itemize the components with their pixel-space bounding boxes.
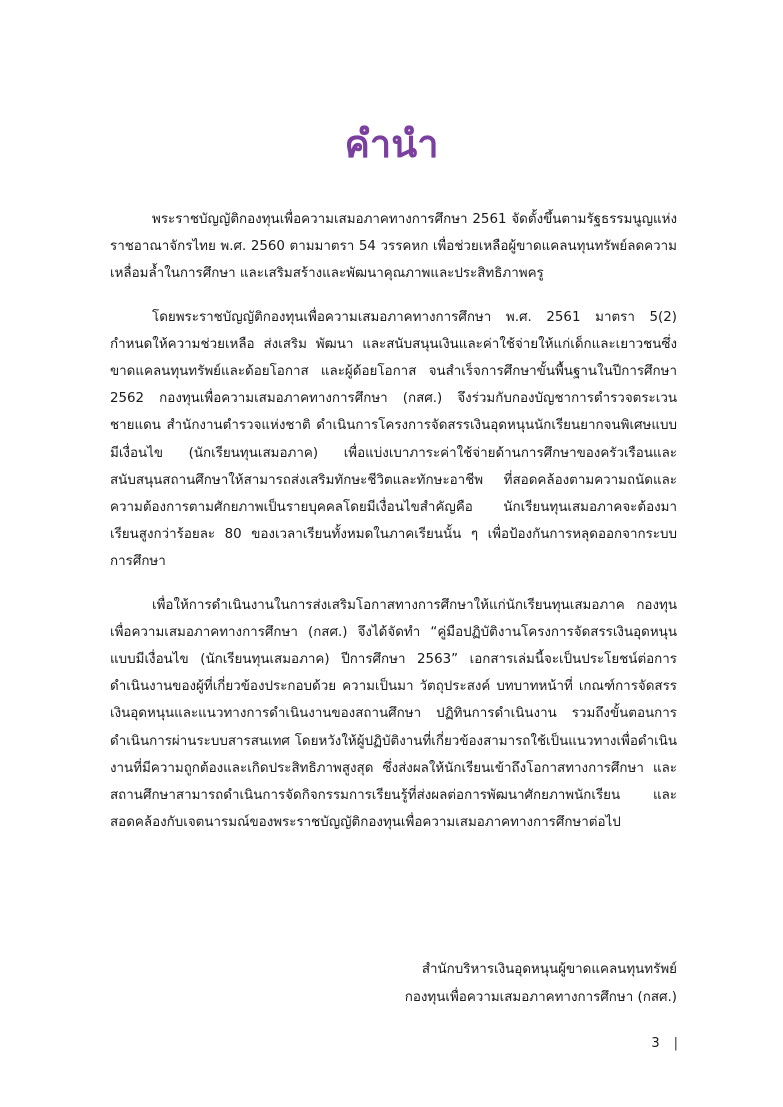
page-title: คำนำ — [344, 122, 439, 166]
signature-block — [330, 956, 677, 1012]
page-separator: | — [673, 1036, 678, 1051]
paragraph-2: โดยพระราชบัญญัติกองทุนเพื่อความเสมอภาคทางการศึกษา พ.ศ. 2561 มาตรา 5(2) กำหนดให้ความช่วยเหลือ ส่งเสริม พัฒนา และสนับสนุนเงินและค่าใช้จ่ายให้แก่เด็กและเยาวชนซึ่งขาดแคลนทุนทรัพย์และด้อยโอกาส และผู้ด้อยโอกาส จนสำเร็จการศึกษาขั้นพื้นฐานในปีการศึกษา 2562 กองทุนเพื่อความเสมอภาคทางการศึกษา (กสศ.) จึงร่วมกับกองบัญชาการตำรวจตระเวนชายแดน สำนักงานตำรวจแห่งชาติ ดำเนินการโครงการจัดสรรเงินอุดหนุนนักเรียนยากจนพิเศษแบบมีเงื่อนไข (นักเรียนทุนเสมอภาค) เพื่อแบ่งเบาภาระค่าใช้จ่ายด้านการศึกษาของครัวเรือนและสนับสนุนสถานศึกษาให้สามารถส่งเสริมทักษะชีวิตและทักษะอาชีพ ที่สอดคล้องตามความถนัดและความต้องการตามศักยภาพเป็นรายบุคคลโดยมีเงื่อนไขสำคัญคือ นักเรียนทุนเสมอภาคจะต้องมาเรียนสูงกว่าร้อยละ 80 ของเวลาเรียนทั้งหมดในภาคเรียนนั้น ๆ เพื่อป้องกันการหลุดออกจากระบบการศึกษา — [110, 309, 677, 570]
page-number: 3 — [651, 1036, 660, 1051]
signature-office: สำนักบริหารเงินอุดหนุนผู้ขาดแคลนทุนทรัพย์ — [421, 962, 677, 977]
paragraph-1: พระราชบัญญัติกองทุนเพื่อความเสมอภาคทางการศึกษา 2561 จัดตั้งขึ้นตามรัฐธรรมนูญแห่งราชอาณาจักรไทย พ.ศ. 2560 ตามมาตรา 54 วรรคหก เพื่อช่วยเหลือผู้ขาดแคลนทุนทรัพย์ลดความเหลื่อมล้ำในการศึกษา และเสริมสร้างและพัฒนาคุณภาพและประสิทธิภาพครู — [110, 212, 677, 282]
signature-organization: กองทุนเพื่อความเสมอภาคทางการศึกษา (กสศ.) — [404, 990, 677, 1005]
paragraph-3: เพื่อให้การดำเนินงานในการส่งเสริมโอกาสทางการศึกษาให้แก่นักเรียนทุนเสมอภาค กองทุนเพื่อความเสมอภาคทางการศึกษา (กสศ.) จึงได้จัดทำ “คู่มือปฏิบัติงานโครงการจัดสรรเงินอุดหนุนแบบมีเงื่อนไข (นักเรียนทุนเสมอภาค) ปีการศึกษา 2563” เอกสารเล่มนี้จะเป็นประโยชน์ต่อการดำเนินงานของผู้ที่เกี่ยวข้องประกอบด้วย ความเป็นมา วัตถุประสงค์ บทบาทหน้าที่ เกณฑ์การจัดสรรเงินอุดหนุนและแนวทางการดำเนินงานของสถานศึกษา ปฏิทินการดำเนินงาน รวมถึงขั้นตอนการดำเนินการผ่านระบบสารสนเทศ โดยหวังให้ผู้ปฏิบัติงานที่เกี่ยวข้องสามารถใช้เป็นแนวทางเพื่อดำเนินงานที่มีความถูกต้องและเกิดประสิทธิภาพสูงสุด ซึ่งส่งผลให้นักเรียนเข้าถึงโอกาสทางการศึกษา และสถานศึกษาสามารถดำเนินการจัดกิจกรรมการเรียนรู้ที่ส่งผลต่อการพัฒนาศักยภาพนักเรียน และสอดคล้องกับเจตนารมณ์ของพระราชบัญญัติกองทุนเพื่อความเสมอภาคทางการศึกษาต่อไป — [110, 597, 677, 831]
page-footer — [620, 1034, 678, 1054]
body-text — [110, 206, 677, 852]
